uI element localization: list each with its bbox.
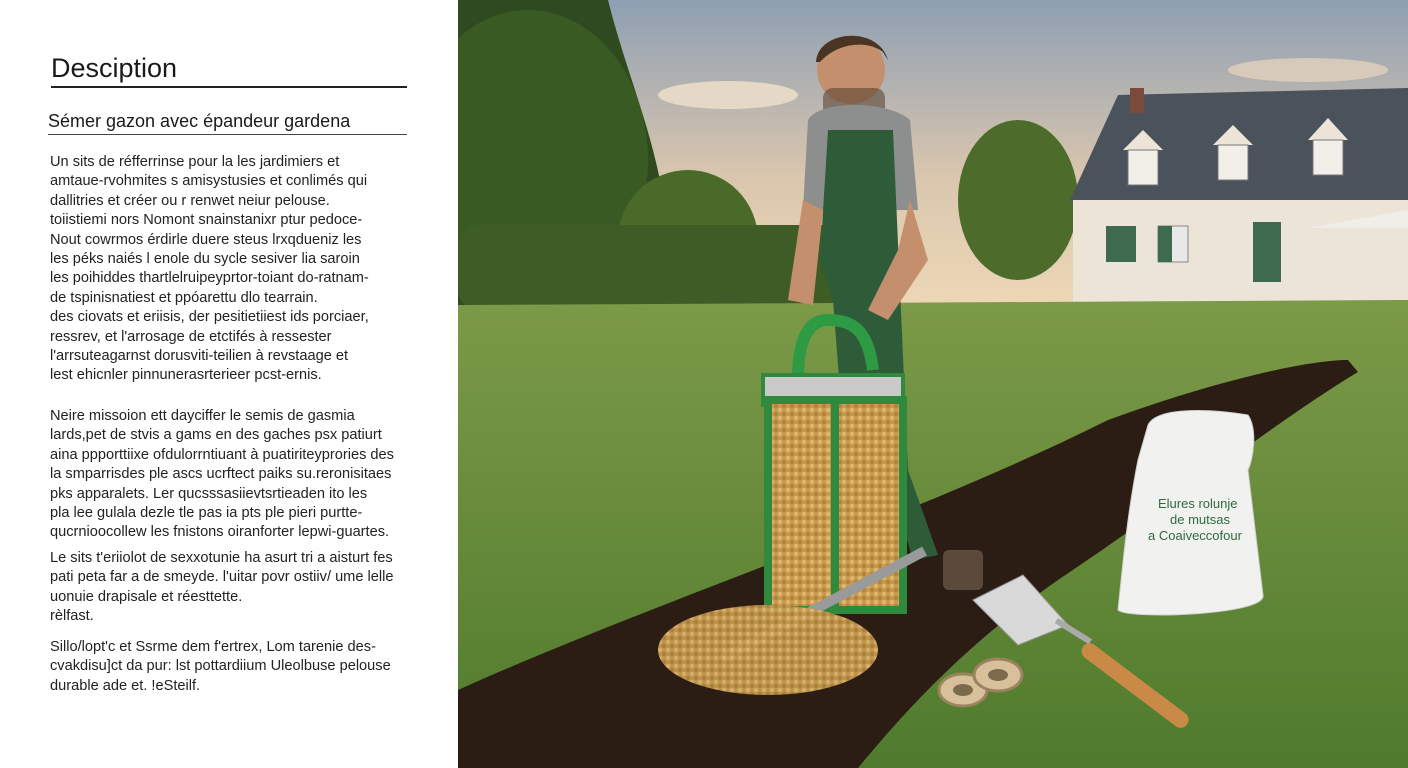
paragraph-1: [50, 153, 415, 386]
house: [1070, 88, 1408, 305]
text-line: Nout cowrmos érdirle duere steus lrxqdueniz les: [50, 231, 362, 248]
spilled-seeds: [658, 605, 878, 695]
bag-label: Elures rolunje: [1158, 496, 1238, 511]
text-line: Neire missoion ett dayciffer le semis de gasmia: [50, 408, 355, 424]
text-line: l'arrsuteagarnst dorusviti-teilien à revstaage et: [50, 348, 349, 365]
text-line: rèlfast.: [50, 608, 94, 625]
text-line: Sillo/lopt'c et Ssrme dem f'ertrex, Lom tarenie des-: [50, 639, 376, 655]
text-line: aina ppporttiixe ofdulorrntiuant à puatiriteyprories des: [50, 446, 394, 463]
text-line: uonuie drapisale et réesttette.: [50, 588, 243, 605]
text-line: Un sits de réfferrinse pour la les jardimiers et: [50, 154, 340, 170]
bag-label: de mutsas: [1170, 512, 1230, 527]
text-line: des ciovats et eriisis, der pesitietiiest ids porciaer,: [50, 309, 369, 326]
paragraph-3: [50, 549, 415, 627]
text-line: de tspinisnatiest et ppóarettu dlo tearrain.: [50, 289, 318, 306]
text-line: les péks naiés l enole du sycle sesiver lia saroin: [50, 251, 360, 268]
text-line: pati peta far a de smeyde. l'uitar povr ostiiv/ ume lelle: [50, 569, 394, 586]
page-title: Desciption: [51, 52, 407, 88]
text-line: dallitries et créer ou r renwet neiur pelouse.: [50, 192, 330, 209]
text-line: pks apparalets. Ler qucsssasiievtsrtieaden ito les: [50, 485, 368, 502]
text-line: lards,pet de stvis a gams en des gaches psx patiurt: [50, 427, 382, 444]
text-line: amtaue-rvohmites s amisystusies et conlimés qui: [50, 173, 368, 190]
text-line: lest ehicnler pinnunerasrterieer pcst-ernis.: [50, 367, 322, 384]
text-line: ressrev, et l'arrosage de etctifés à ressester: [50, 328, 332, 345]
description-panel: [0, 0, 458, 768]
text-line: Le sits t'eriiolot de sexxotunie ha asurt tri a aisturt fes: [50, 550, 393, 566]
lawn-seeding-photo: [458, 0, 1408, 768]
cloud: [658, 81, 798, 109]
paragraph-2: [50, 407, 415, 543]
bag-label: a Coaiveccofour: [1148, 528, 1242, 543]
text-line: la smparrisdes ple ascs ucrftect paiks su.reronisitaes: [50, 466, 392, 483]
text-line: cvakdisu]ct da pur: lst pottardiium Uleolbuse pelouse: [50, 658, 391, 675]
text-line: durable ade et. !eSteilf.: [50, 677, 201, 694]
cloud: [1228, 58, 1388, 82]
page-subtitle: Sémer gazon avec épandeur gardena: [48, 110, 407, 135]
paragraph-4: [50, 638, 415, 696]
text-line: toiistiemi nors Nomont snainstanixr ptur pedoce-: [50, 212, 363, 229]
tree-right: [958, 120, 1078, 280]
text-line: qucrnioocollew les fnistons oiranforter lepwi-guartes.: [50, 524, 390, 541]
text-line: pla lee gulala dezle tle pas ia pts ple pieri purtte-: [50, 505, 363, 522]
text-line: les poihiddes thartlelruipeyprtor-toiant do-ratnam-: [50, 270, 369, 287]
